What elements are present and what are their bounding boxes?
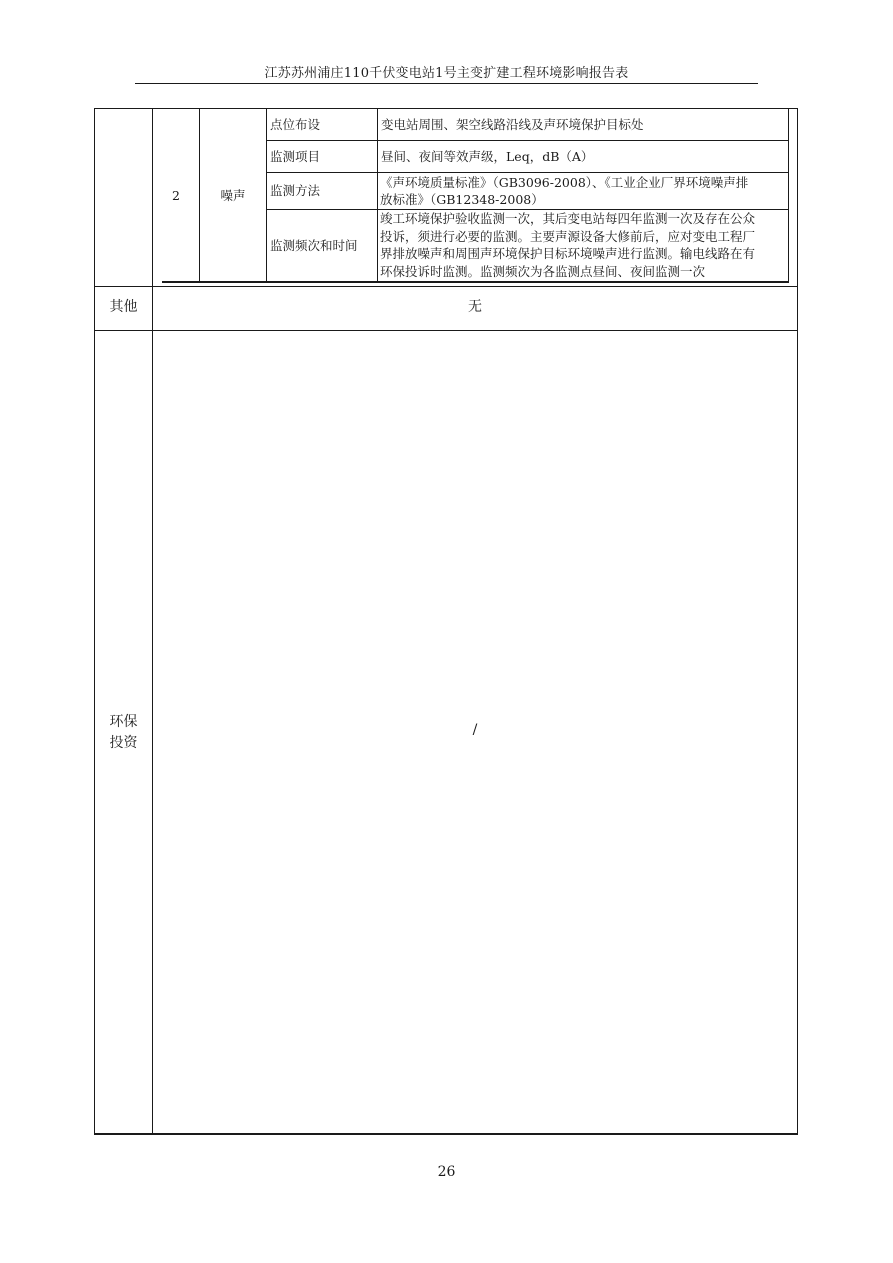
inner-row-line-2 — [266, 172, 789, 173]
document-header-title: 江苏苏州浦庄110千伏变电站1号主变扩建工程环境影响报告表 — [264, 66, 629, 81]
other-value: 无 — [468, 299, 482, 315]
frequency-line-2: 投诉，须进行必要的监测。主要声源设备大修前后，应对变电工程厂 — [380, 228, 756, 244]
label-column-divider — [152, 108, 153, 1134]
header-underline — [135, 83, 758, 84]
row-value-monitoring-items: 昼间、夜间等效声级，Leq，dB（A） — [381, 149, 594, 164]
investment-label — [95, 712, 152, 754]
row-label-monitoring-method: 监测方法 — [270, 183, 321, 198]
inner-table-bottom — [162, 281, 789, 283]
investment-value: / — [472, 722, 478, 738]
inner-divider-right — [788, 108, 789, 282]
method-line-1: 《声环境质量标准》（GB3096-2008）、《工业企业厂界环境噪声排 — [380, 175, 749, 190]
frequency-line-4: 环保投诉时监测。监测频次为各监测点昼间、夜间监测一次 — [380, 263, 706, 279]
other-label: 其他 — [109, 299, 138, 315]
method-line-2: 放标准》（GB12348-2008） — [380, 192, 544, 207]
page-number: 26 — [437, 1164, 456, 1180]
inner-divider-label — [377, 108, 378, 282]
monitoring-type: 噪声 — [220, 188, 246, 203]
table-border-left — [94, 108, 95, 1134]
investment-label-line-2: 投资 — [109, 735, 138, 751]
inner-divider-type — [266, 108, 267, 282]
frequency-line-1: 竣工环境保护验收监测一次，其后变电站每四年监测一次及存在公众 — [380, 211, 756, 226]
table-border-bottom — [94, 1133, 798, 1135]
table-border-right — [797, 108, 798, 1134]
row-label-monitoring-items: 监测项目 — [270, 149, 321, 164]
row-label-point-layout: 点位布设 — [270, 117, 321, 132]
frequency-line-3: 界排放噪声和周围声环境保护目标环境噪声进行监测。输电线路在有 — [380, 246, 756, 261]
inner-row-line-1 — [266, 140, 789, 141]
row-value-frequency — [380, 210, 788, 280]
row-separator-other-bottom — [94, 330, 798, 331]
investment-label-line-1: 环保 — [109, 714, 138, 730]
monitoring-number: 2 — [172, 188, 180, 203]
row-label-frequency: 监测频次和时间 — [270, 238, 358, 253]
row-value-monitoring-method — [380, 174, 788, 208]
row-value-point-layout: 变电站周围、架空线路沿线及声环境保护目标处 — [381, 117, 644, 132]
row-separator-monitoring-bottom — [94, 286, 798, 287]
